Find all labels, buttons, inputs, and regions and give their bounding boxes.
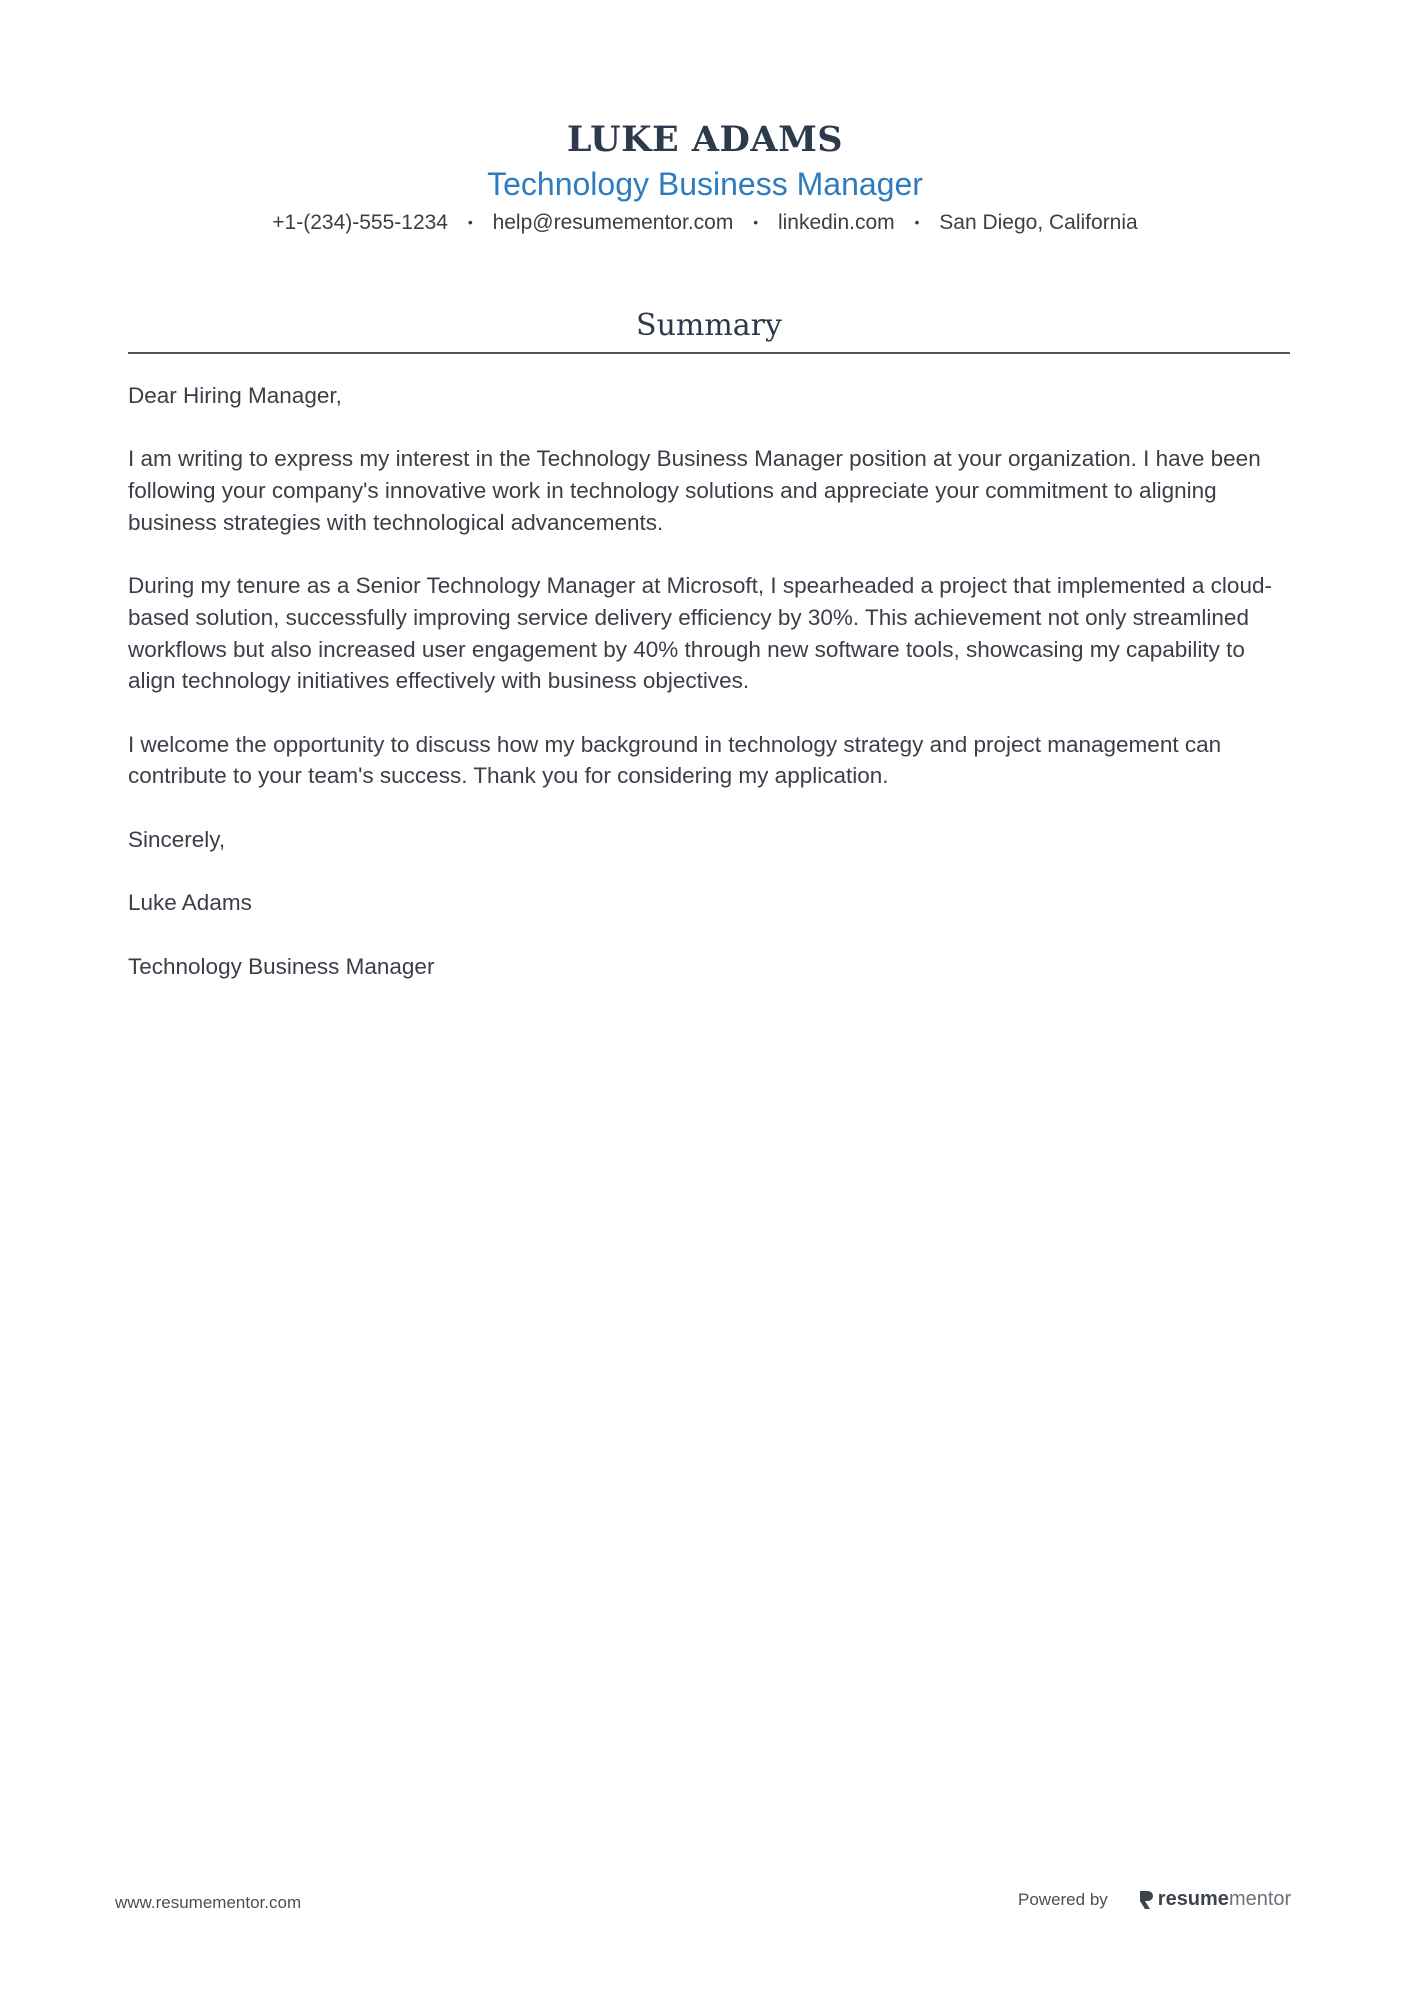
- letter-greeting: Dear Hiring Manager,: [128, 383, 342, 408]
- resumementor-logo-icon: [1138, 1889, 1154, 1911]
- letter-paragraph: During my tenure as a Senior Technology Manager at Microsoft, I spearheaded a project that implemented a cloud-based solution, successfully improving service delivery efficiency by 30%. This achievement not only streamlined workflows but also increased user engagement by 40% through new software tools, showcasing my capability to align technology initiatives effectively with business objectives.: [128, 573, 1272, 694]
- letter-signature: Luke Adams: [128, 890, 252, 916]
- letter-body: [128, 380, 1298, 1014]
- letter-signature-title: Technology Business Manager: [128, 953, 435, 979]
- footer-website[interactable]: www.resumementor.com: [115, 1893, 302, 1912]
- brand-name-light: mentor: [1228, 1888, 1292, 1910]
- contact-email[interactable]: help@resumementor.com: [492, 211, 734, 234]
- letter-paragraph: I welcome the opportunity to discuss how my background in technology strategy and project management can contribute to your team's success. Thank you for considering my application.: [128, 731, 1222, 789]
- contact-separator: •: [914, 214, 920, 230]
- brand-logo[interactable]: [1138, 1888, 1291, 1911]
- applicant-title: Technology Business Manager: [487, 166, 923, 202]
- contact-location: San Diego, California: [939, 211, 1138, 234]
- section-title-summary: Summary: [636, 308, 782, 343]
- contact-separator: •: [467, 214, 473, 230]
- letter-closing: Sincerely,: [128, 826, 226, 852]
- section-divider: [128, 352, 1290, 354]
- brand-name-bold: resume: [1157, 1888, 1229, 1910]
- contact-line: [0, 206, 1410, 239]
- letter-header: [0, 116, 1410, 239]
- contact-phone: +1-(234)-555-1234: [272, 211, 448, 234]
- powered-by-label: Powered by: [1018, 1889, 1108, 1909]
- contact-separator: •: [753, 214, 759, 230]
- letter-paragraph: I am writing to express my interest in the Technology Business Manager position at your organization. I have been following your company's innovative work in technology solutions and appreciate your commitment to aligning business strategies with technological advancements.: [128, 446, 1261, 535]
- contact-linkedin[interactable]: linkedin.com: [777, 211, 895, 234]
- applicant-name: LUKE ADAMS: [566, 119, 844, 160]
- footer-branding: [1018, 1888, 1291, 1911]
